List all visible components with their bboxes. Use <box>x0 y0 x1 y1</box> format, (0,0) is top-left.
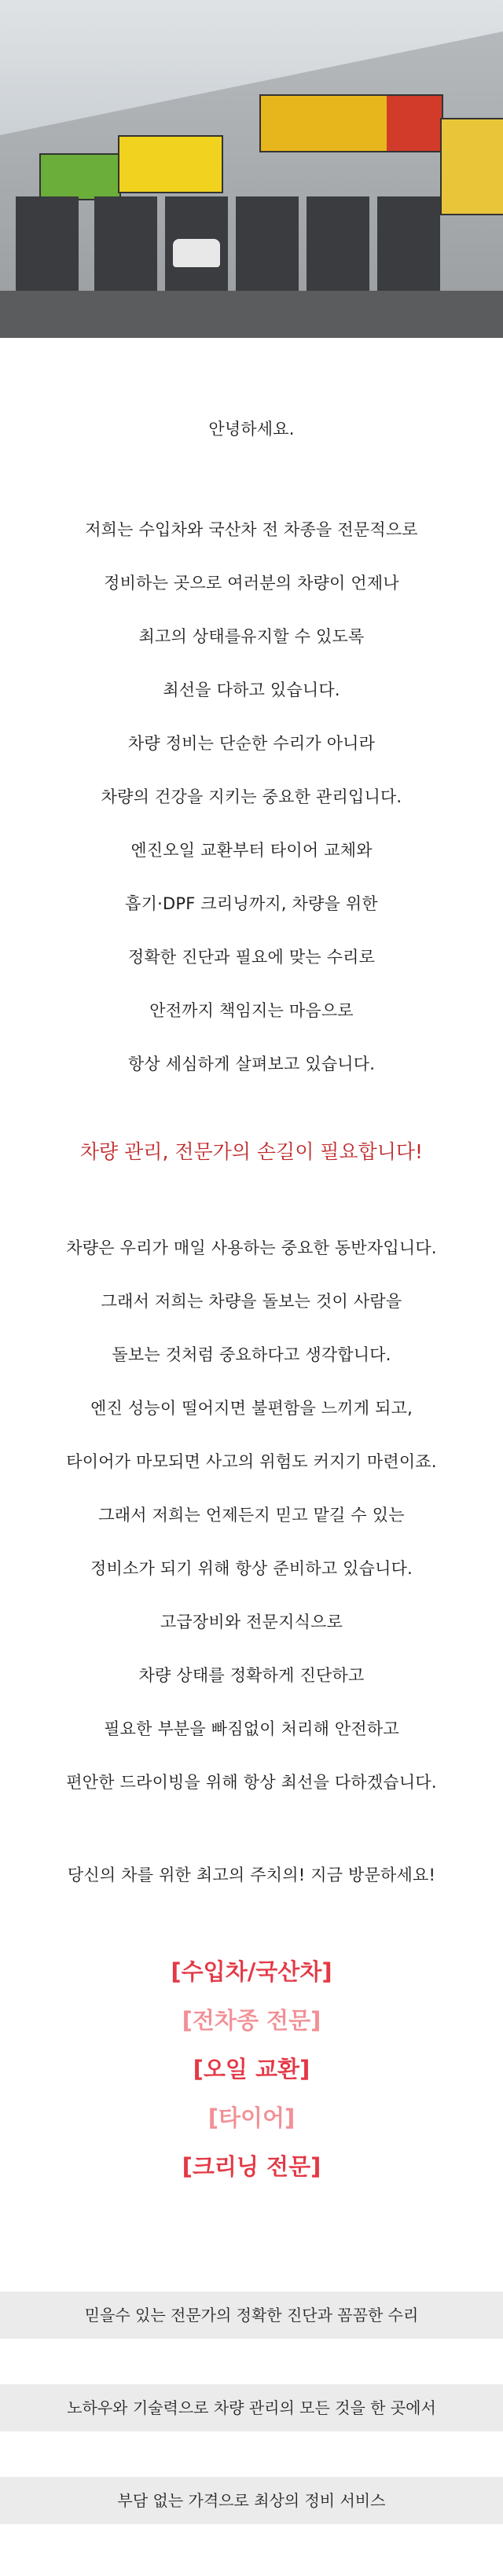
text-line: 차량 정비는 단순한 수리가 아니라 <box>127 734 376 753</box>
service-tag: [오일 교환] <box>193 2056 310 2082</box>
text-line: 안전까지 책임지는 마음으로 <box>149 1001 354 1020</box>
text-line: 돌보는 것처럼 중요하다고 생각합니다. <box>112 1345 391 1364</box>
text-line: 흡기·DPF 크리닝까지, 차량을 위한 <box>125 894 378 913</box>
feature-band: 믿을수 있는 전문가의 정확한 진단과 꼼꼼한 수리 <box>0 2292 503 2339</box>
service-bay <box>307 196 369 291</box>
introduction-paragraph <box>0 503 503 1091</box>
text-line: 최고의 상태를유지할 수 있도록 <box>138 627 365 646</box>
text-line: 정비하는 곳으로 여러분의 차량이 언제나 <box>104 574 399 593</box>
text-line: 항상 세심하게 살펴보고 있습니다. <box>127 1055 376 1073</box>
section-headline: 차량 관리, 전문가의 손길이 필요합니다! <box>79 1140 424 1163</box>
service-bay <box>377 196 440 291</box>
feature-band: 부담 없는 가격으로 최상의 정비 서비스 <box>0 2477 503 2524</box>
care-paragraph <box>0 1221 503 1809</box>
storefront-sign <box>259 94 443 152</box>
service-bay <box>94 196 157 291</box>
parked-car <box>173 239 220 267</box>
text-line: 차량 상태를 정확하게 진단하고 <box>138 1666 365 1685</box>
service-tag: [타이어] <box>207 2104 296 2131</box>
text-line: 그래서 저희는 차량을 돌보는 것이 사람을 <box>101 1292 402 1311</box>
service-tags <box>0 1947 503 2191</box>
visit-call-to-action: 당신의 차를 위한 최고의 주치의! 지금 방문하세요! <box>67 1866 436 1884</box>
text-line: 정비소가 되기 위해 항상 준비하고 있습니다. <box>90 1559 413 1578</box>
feature-band: 노하우와 기술력으로 차량 관리의 모든 것을 한 곳에서 <box>0 2384 503 2431</box>
storefront-sign <box>440 118 503 215</box>
storefront-sign <box>118 135 223 193</box>
text-line: 저희는 수입차와 국산차 전 차종을 전문적으로 <box>85 520 418 539</box>
page-body <box>0 402 503 2524</box>
text-line: 타이어가 마모되면 사고의 위험도 커지기 마련이죠. <box>66 1452 437 1471</box>
text-line: 최선을 다하고 있습니다. <box>163 681 340 699</box>
text-line: 엔진오일 교환부터 타이어 교체와 <box>130 841 373 860</box>
text-line: 필요한 부분을 빠짐없이 처리해 안전하고 <box>104 1719 399 1738</box>
parking-lot <box>0 291 503 338</box>
text-line: 차량의 건강을 지키는 중요한 관리입니다. <box>101 787 402 806</box>
service-bay <box>236 196 299 291</box>
storefront-sign <box>39 153 121 200</box>
service-tag: [전차종 전문] <box>182 2007 321 2034</box>
service-tag: [수입차/국산차] <box>171 1958 332 1985</box>
service-tag: [크리닝 전문] <box>182 2153 321 2180</box>
text-line: 편안한 드라이빙을 위해 항상 최선을 다하겠습니다. <box>66 1773 437 1792</box>
greeting: 안녕하세요. <box>208 420 295 439</box>
text-line: 그래서 저희는 언제든지 믿고 맡길 수 있는 <box>98 1506 405 1525</box>
service-bay <box>16 196 79 291</box>
text-line: 엔진 성능이 떨어지면 불편함을 느끼게 되고, <box>90 1399 413 1418</box>
text-line: 정확한 진단과 필요에 맞는 수리로 <box>127 948 376 967</box>
text-line: 차량은 우리가 매일 사용하는 중요한 동반자입니다. <box>66 1238 437 1257</box>
text-line: 고급장비와 전문지식으로 <box>160 1613 343 1631</box>
shop-exterior-photo <box>0 0 503 338</box>
